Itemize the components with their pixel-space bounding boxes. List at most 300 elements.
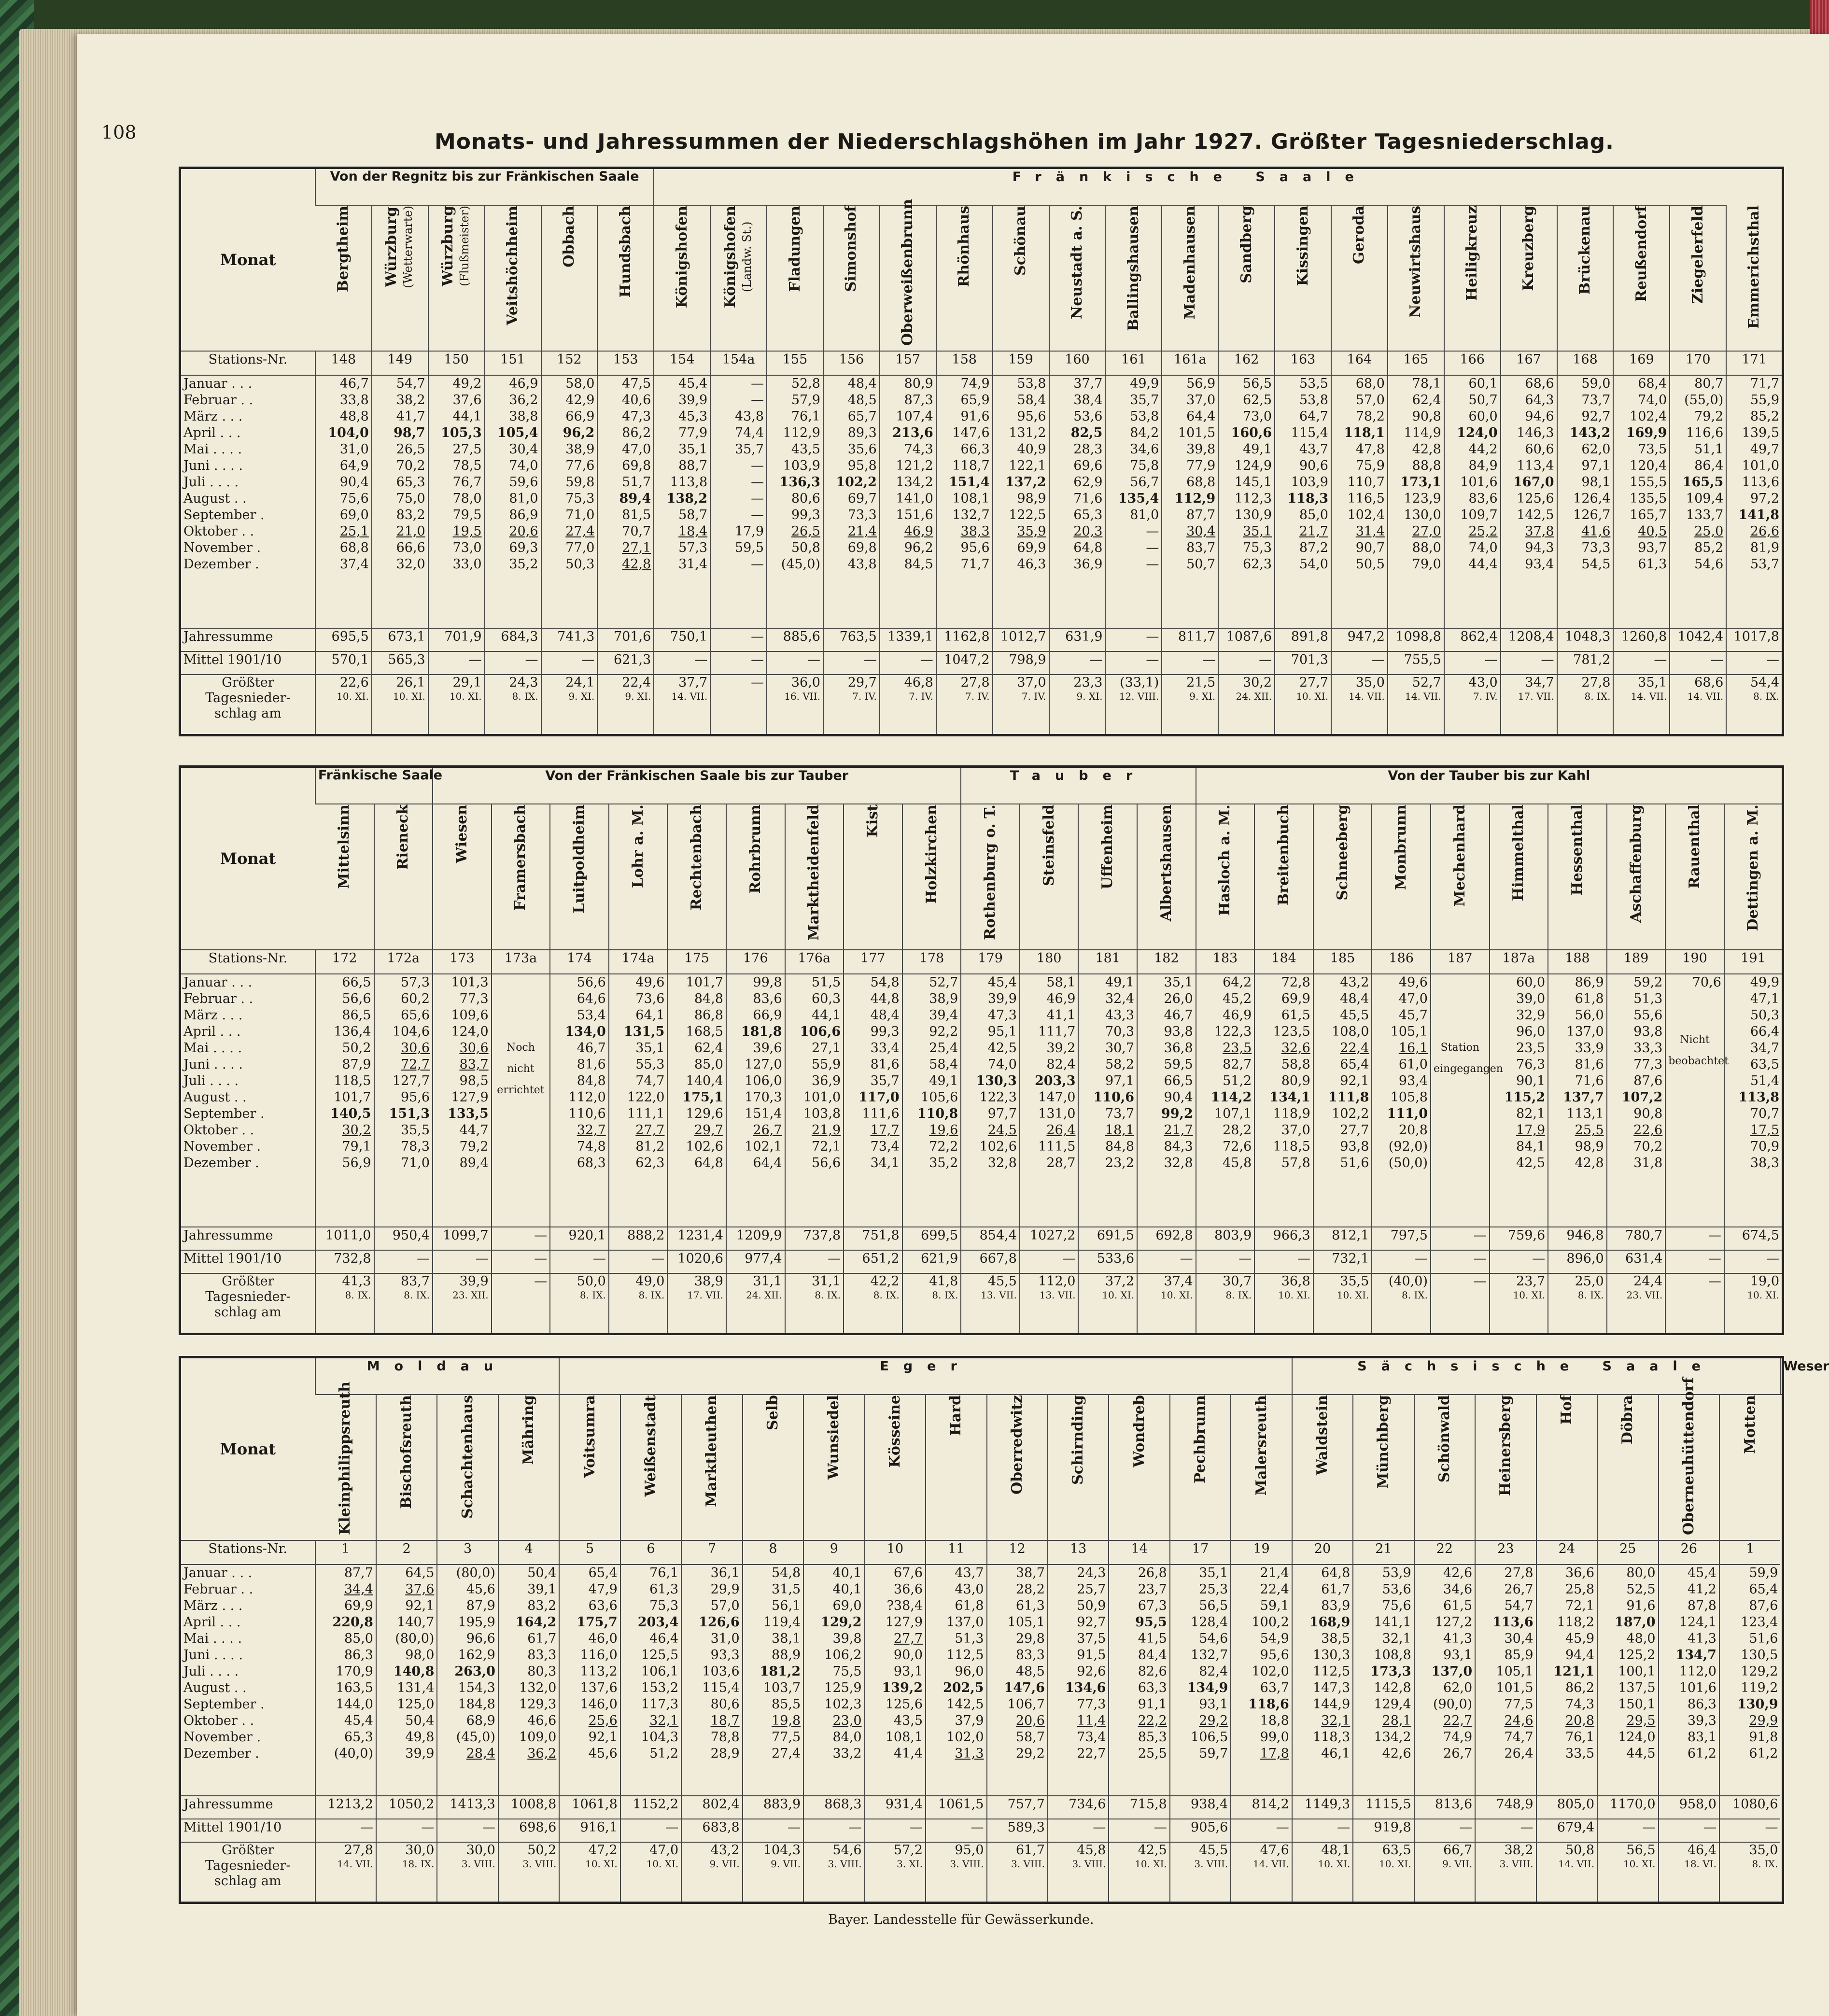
month-value: 59,0: [1581, 376, 1611, 391]
month-value: 53,8: [1017, 376, 1046, 391]
month-value: 81,0: [509, 491, 538, 506]
station-header: [1231, 1395, 1292, 1540]
max-daily-value: [726, 1273, 785, 1334]
station-header: [1020, 804, 1079, 950]
month-label: April . . .: [183, 1024, 241, 1039]
month-value: 173,1: [1400, 475, 1441, 490]
mean-value: 916,1: [559, 1819, 620, 1842]
month-value: 81,0: [1130, 508, 1159, 522]
month-value: 45,4: [1687, 1565, 1716, 1580]
monthly-values: [1218, 375, 1275, 628]
monthly-values: [1049, 375, 1106, 628]
month-value: 84,8: [577, 1073, 606, 1088]
month-value: 42,6: [1443, 1565, 1473, 1580]
annual-sum: 1061,5: [926, 1796, 986, 1819]
month-value: 103,6: [702, 1664, 740, 1679]
month-value: 65,9: [960, 393, 990, 408]
month-value: 95,6: [400, 1090, 430, 1105]
max-daily-value: [1726, 675, 1783, 735]
month-value: 42,8: [622, 557, 651, 572]
max-daily-date: 16. VII.: [784, 691, 820, 702]
annual-sum-row: [180, 628, 1783, 651]
month-value: 102,1: [745, 1139, 782, 1154]
month-value: 162,9: [458, 1648, 495, 1663]
station-number: 183: [1196, 950, 1255, 974]
station-name: [454, 804, 470, 863]
month-value: 25,2: [1468, 524, 1498, 539]
station-header: [1170, 1395, 1231, 1540]
month-value: 81,6: [870, 1057, 900, 1072]
max-daily-date: 12. VIII.: [1119, 691, 1159, 702]
month-value: 107,2: [1621, 1090, 1663, 1105]
month-value: 42,5: [1516, 1156, 1546, 1170]
month-value: 41,3: [1687, 1631, 1716, 1646]
month-value: 26,4: [1504, 1746, 1534, 1761]
month-value: 111,7: [1038, 1024, 1076, 1039]
month-value: 65,4: [1749, 1582, 1778, 1597]
mean-value: 896,0: [1548, 1250, 1607, 1273]
month-value: 64,3: [1525, 393, 1554, 408]
month-value: 99,2: [1161, 1106, 1193, 1121]
monthly-values: [498, 1565, 559, 1796]
month-value: 125,6: [1517, 491, 1554, 506]
table-block-1: [179, 167, 1784, 736]
month-value: 29,9: [710, 1582, 740, 1597]
max-daily-value: [1254, 1273, 1313, 1334]
monthly-values: [437, 1565, 498, 1796]
month-value: 32,1: [1321, 1713, 1351, 1728]
station-number: 178: [902, 950, 961, 974]
month-value: 105,4: [497, 425, 538, 440]
month-value: 27,8: [1504, 1565, 1534, 1580]
station-name: [561, 206, 577, 268]
month-value: 170,3: [745, 1090, 782, 1105]
station-name: [1569, 804, 1586, 896]
station-name-text: Mähring: [520, 1395, 537, 1465]
month-value: 120,4: [1630, 458, 1667, 473]
month-value: 35,9: [1017, 524, 1046, 539]
station-number: 171: [1726, 351, 1783, 375]
station-name-text: Rothenburg o. T.: [982, 804, 999, 940]
month-value: 52,8: [791, 376, 820, 391]
station-name-text: Wondreb: [1130, 1395, 1148, 1467]
max-daily-amount: 54,4: [1750, 675, 1779, 690]
station-name: [1436, 1395, 1453, 1482]
month-value: 58,0: [565, 376, 595, 391]
month-value: 142,8: [1374, 1680, 1411, 1695]
month-value: 18,8: [1260, 1713, 1289, 1728]
month-value: 129,3: [519, 1697, 557, 1712]
river-group-label: Von der Tauber bis zur Kahl: [1388, 768, 1590, 783]
month-value: 35,5: [400, 1123, 430, 1138]
month-value: 25,1: [339, 524, 369, 539]
station-number: 5: [559, 1540, 620, 1565]
month-value: 132,7: [1191, 1648, 1228, 1663]
month-value: 38,1: [772, 1631, 801, 1646]
station-header: [961, 804, 1020, 950]
month-label: Februar . .: [183, 1582, 253, 1597]
annual-sum: 1061,8: [559, 1796, 620, 1819]
mean-value: —: [1109, 1819, 1169, 1842]
mean-row: [180, 651, 1783, 675]
annual-sum: 946,8: [1548, 1227, 1607, 1250]
month-value: 83,9: [1321, 1598, 1351, 1613]
month-value: 203,4: [637, 1615, 679, 1630]
month-value: 61,3: [1638, 557, 1667, 572]
monat-label: Monat: [220, 1440, 276, 1458]
month-value: 38,2: [396, 393, 425, 408]
station-name: [618, 206, 634, 297]
month-value: 86,8: [694, 1008, 723, 1023]
station-number: 163: [1275, 351, 1331, 375]
month-value: 73,7: [1105, 1106, 1135, 1121]
station-name: [383, 206, 416, 288]
annual-sum: 1413,3: [437, 1796, 498, 1819]
month-value: 56,0: [1575, 1008, 1604, 1023]
max-daily-date: 10. XI.: [1135, 1858, 1167, 1870]
mean-value: 631,4: [1607, 1250, 1666, 1273]
station-name: [440, 206, 473, 286]
month-value: 20,8: [1398, 1123, 1428, 1138]
mean-value: 533,6: [1078, 1250, 1137, 1273]
max-daily-value: [936, 675, 993, 735]
max-daily-date: 3. VIII.: [950, 1858, 984, 1870]
month-value: 52,5: [1626, 1582, 1656, 1597]
annual-sum: —: [710, 628, 767, 651]
station-name: [1276, 804, 1292, 905]
month-value: 75,6: [339, 491, 369, 506]
max-daily-amount: 45,5: [987, 1274, 1017, 1289]
station-header: [1388, 205, 1444, 351]
monthly-values: [880, 375, 936, 628]
month-value: 75,3: [565, 491, 595, 506]
max-daily-amount: 24,1: [565, 675, 595, 690]
month-value: 111,6: [862, 1106, 900, 1121]
month-value: 50,9: [1077, 1598, 1106, 1613]
station-number: 19: [1231, 1540, 1292, 1565]
station-number: 188: [1548, 950, 1607, 974]
month-value: 49,1: [929, 1073, 958, 1088]
month-value: 103,9: [1291, 475, 1328, 490]
station-name: [521, 1395, 537, 1465]
station-header: [880, 198, 936, 351]
month-value: 123,5: [1273, 1024, 1310, 1039]
mean-row: [180, 1250, 1783, 1273]
annual-sum: 1208,4: [1501, 628, 1557, 651]
month-value: 143,2: [1569, 425, 1611, 440]
max-daily-date: 8. IX.: [1402, 1289, 1428, 1301]
station-number: 170: [1670, 351, 1726, 375]
month-value: 136,4: [334, 1024, 371, 1039]
station-name: [1126, 206, 1142, 331]
month-value: 125,6: [885, 1697, 923, 1712]
month-value: 59,7: [1199, 1746, 1228, 1761]
station-name: [1619, 1395, 1636, 1444]
month-value: 96,2: [563, 425, 595, 440]
month-label: September .: [183, 1697, 265, 1712]
annual-sum: —: [1431, 1227, 1490, 1250]
month-value: 131,0: [1038, 1106, 1076, 1121]
month-labels: [180, 1565, 315, 1796]
max-daily-amount: 63,5: [1382, 1843, 1411, 1858]
month-value: 151,6: [896, 508, 933, 522]
station-number: 174a: [609, 950, 668, 974]
month-value: 72,6: [1223, 1139, 1252, 1154]
max-daily-date: 7. IV.: [1473, 691, 1498, 702]
mean-value: 651,2: [844, 1250, 902, 1273]
station-name-text: Dettingen a. M.: [1744, 804, 1761, 931]
month-value: 61,7: [527, 1631, 557, 1646]
station-number: 165: [1388, 351, 1444, 375]
max-daily-date: 9. XI.: [1076, 691, 1103, 702]
month-value: 111,8: [1328, 1090, 1369, 1105]
month-value: 83,1: [1687, 1730, 1716, 1745]
annual-sum: 1260,8: [1613, 628, 1670, 651]
month-value: 39,6: [753, 1041, 782, 1056]
station-number: 8: [743, 1540, 803, 1565]
max-daily-date: 10. XI.: [1747, 1289, 1779, 1301]
mean-value: —: [1414, 1819, 1475, 1842]
month-value: 49,9: [1130, 376, 1159, 391]
max-daily-value: [620, 1842, 681, 1903]
station-name: [1510, 804, 1527, 901]
month-value: 82,7: [1223, 1057, 1252, 1072]
month-value: 87,8: [1687, 1598, 1716, 1613]
station-number: 1: [315, 1540, 376, 1565]
monthly-values: [1548, 974, 1607, 1227]
month-value: 49,1: [1242, 442, 1272, 457]
mean-value: 570,1: [315, 651, 372, 675]
month-value: 61,3: [649, 1582, 679, 1597]
month-value: 147,0: [1038, 1090, 1076, 1105]
group-header-row: [180, 168, 1783, 206]
month-value: 46,7: [1164, 1008, 1193, 1023]
max-daily-amount: 42,2: [870, 1274, 900, 1289]
river-group-header: [433, 767, 961, 804]
annual-sum: 1017,8: [1726, 628, 1783, 651]
station-name-text: Heiligkreuz: [1463, 206, 1481, 301]
station-number: 161: [1105, 351, 1162, 375]
max-daily-date: 18. VI.: [1684, 1858, 1716, 1870]
month-value: 72,1: [812, 1139, 841, 1154]
month-value: 62,3: [635, 1156, 665, 1170]
month-value: 35,1: [678, 442, 708, 457]
monthly-values: [803, 1565, 864, 1796]
month-value: 45,5: [1340, 1008, 1369, 1023]
month-value: 38,9: [929, 991, 958, 1006]
max-daily-value: [1659, 1842, 1719, 1903]
station-name: [689, 804, 705, 910]
station-number: 155: [767, 351, 823, 375]
month-value: 79,2: [459, 1139, 489, 1154]
month-label: November .: [183, 540, 261, 555]
month-value: 75,3: [649, 1598, 679, 1613]
month-value: 69,8: [622, 458, 651, 473]
max-daily-date: 10. XI.: [1318, 1858, 1351, 1870]
month-value: 81,2: [635, 1139, 665, 1154]
month-value: 30,4: [1504, 1631, 1534, 1646]
mean-value: —: [880, 651, 936, 675]
month-value: 104,6: [392, 1024, 430, 1039]
monthly-values: [315, 1565, 376, 1796]
station-number: 26: [1659, 1540, 1719, 1565]
station-header: [1414, 1395, 1475, 1540]
max-daily-date: 3. XI.: [897, 1858, 923, 1870]
max-daily-amount: (40,0): [1388, 1274, 1428, 1289]
station-number: 191: [1724, 950, 1783, 974]
mean-value: 732,8: [315, 1250, 374, 1273]
max-daily-amount: 37,4: [1164, 1274, 1193, 1289]
station-number: 169: [1613, 351, 1670, 375]
month-value: 53,4: [577, 1008, 606, 1023]
max-daily-amount: 29,1: [452, 675, 482, 690]
month-value: 116,6: [1686, 425, 1724, 440]
month-value: 127,9: [451, 1090, 489, 1105]
month-value: 48,4: [847, 376, 877, 391]
month-value: 29,2: [1015, 1746, 1045, 1761]
station-header: [372, 205, 428, 351]
month-value: 101,0: [803, 1090, 841, 1105]
month-value: 60,1: [1468, 376, 1498, 391]
month-value: 33,9: [1575, 1041, 1604, 1056]
mean-value: —: [1431, 1250, 1490, 1273]
annual-sum: 1149,3: [1292, 1796, 1353, 1819]
month-value: 111,1: [627, 1106, 665, 1121]
river-group-header: [559, 1357, 1292, 1395]
mean-value: —: [374, 1250, 433, 1273]
month-value: 87,6: [1633, 1073, 1663, 1088]
max-daily-date: 10. XI.: [337, 691, 369, 702]
river-group-label: Moldau: [366, 1359, 508, 1374]
month-value: 25,8: [1565, 1582, 1595, 1597]
month-value: 85,2: [1694, 540, 1724, 555]
annual-sum: 737,8: [785, 1227, 844, 1250]
month-value: 74,4: [734, 425, 764, 440]
max-daily-amount: 23,7: [1516, 1274, 1546, 1289]
station-header: [823, 205, 880, 351]
month-value: 86,9: [509, 508, 538, 522]
month-value: 74,9: [1443, 1730, 1473, 1745]
station-number: 167: [1501, 351, 1557, 375]
month-value: 53,6: [1382, 1582, 1411, 1597]
station-name: [806, 804, 822, 941]
month-value: 122,5: [1009, 508, 1046, 522]
monthly-values: [844, 974, 902, 1227]
month-value: 118,6: [1248, 1697, 1289, 1712]
month-value: 75,5: [832, 1664, 862, 1679]
month-value: 22,4: [1340, 1041, 1369, 1056]
station-name: [1069, 206, 1085, 319]
max-daily-value: [1292, 1842, 1353, 1903]
station-name: [571, 804, 588, 914]
month-value: 35,1: [1242, 524, 1272, 539]
station-name: [1217, 804, 1233, 916]
month-value: 82,4: [1046, 1057, 1076, 1072]
monthly-values: [1020, 974, 1079, 1227]
max-daily-amount: 37,7: [678, 675, 708, 690]
station-name: [630, 804, 647, 888]
month-value: 48,5: [1015, 1664, 1045, 1679]
month-value: 96,6: [466, 1631, 495, 1646]
month-value: 83,6: [753, 991, 782, 1006]
month-value: 50,2: [342, 1041, 371, 1056]
month-value: 108,8: [1374, 1648, 1411, 1663]
month-value: 112,0: [1679, 1664, 1716, 1679]
max-daily-value: [1313, 1273, 1372, 1334]
max-daily-date: 8. IX.: [404, 1289, 430, 1301]
station-name: [1351, 206, 1367, 264]
month-value: 92,7: [1581, 409, 1611, 424]
annual-sum: 883,9: [743, 1796, 803, 1819]
month-value: 141,0: [896, 491, 933, 506]
station-number: 190: [1665, 950, 1724, 974]
max-daily-amount: —: [534, 1274, 548, 1289]
month-value: 21,7: [1164, 1123, 1193, 1138]
station-header: [492, 804, 550, 950]
month-value: 54,7: [1504, 1598, 1534, 1613]
month-value: 38,7: [1015, 1565, 1045, 1580]
month-value: 65,3: [344, 1730, 373, 1745]
month-value: 20,8: [1565, 1713, 1595, 1728]
max-daily-date: 10. XI.: [1102, 1289, 1135, 1301]
month-value: 168,5: [686, 1024, 723, 1039]
month-value: 35,1: [1199, 1565, 1228, 1580]
month-value: 45,4: [678, 376, 708, 391]
month-value: 137,0: [1566, 1024, 1604, 1039]
annual-sum: 803,9: [1196, 1227, 1255, 1250]
month-value: 44,1: [812, 1008, 841, 1023]
month-value: 80,6: [710, 1697, 740, 1712]
month-value: 20,3: [1073, 524, 1103, 539]
max-daily-value: [1218, 675, 1275, 735]
max-daily-amount: 36,8: [1281, 1274, 1310, 1289]
month-value: 92,1: [1340, 1073, 1369, 1088]
month-value: 67,6: [893, 1565, 923, 1580]
month-value: 107,1: [1214, 1106, 1252, 1121]
month-value: 102,6: [686, 1139, 723, 1154]
annual-sum-label: [180, 628, 315, 651]
monthly-values: [1724, 974, 1783, 1227]
month-value: 95,1: [987, 1024, 1017, 1039]
month-value: 118,5: [334, 1073, 371, 1088]
station-name-text: Kleinphilippsreuth: [337, 1382, 354, 1535]
station-header: [803, 1395, 864, 1540]
month-value: 64,9: [339, 458, 369, 473]
monthly-values: [1659, 1565, 1719, 1796]
mean-value: —: [1372, 1250, 1431, 1273]
max-daily-value: [1137, 1273, 1196, 1334]
month-value: 39,9: [678, 393, 708, 408]
station-name-text: Kist: [864, 804, 881, 838]
month-value: 51,7: [622, 475, 651, 490]
month-value: 80,7: [1694, 376, 1724, 391]
mean-value: —: [1196, 1250, 1255, 1273]
month-value: 84,4: [1138, 1648, 1167, 1663]
max-daily-value: [1353, 1842, 1414, 1903]
station-header: [376, 1395, 437, 1540]
month-value: 101,7: [686, 975, 723, 990]
month-value: 132,7: [952, 508, 990, 522]
month-label: März . . .: [183, 1008, 243, 1023]
month-value: 112,9: [783, 425, 820, 440]
station-header: [620, 1395, 681, 1540]
month-value: 46,9: [1046, 991, 1076, 1006]
month-value: 74,8: [577, 1139, 606, 1154]
station-note: Noch nicht errichtet: [497, 1042, 545, 1096]
mean-value: —: [492, 1250, 550, 1273]
station-number-row: [180, 950, 1783, 974]
month-value: 34,7: [1750, 1041, 1779, 1056]
